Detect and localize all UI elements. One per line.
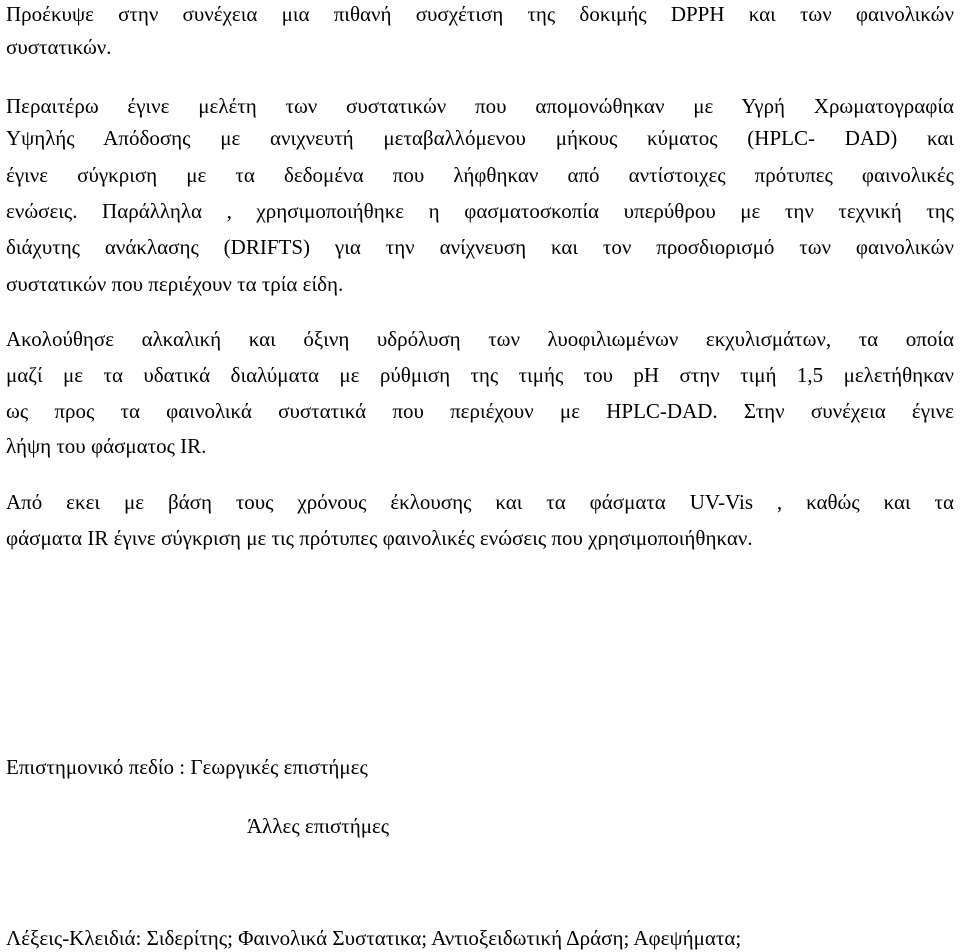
paragraph3-line4: λήψη του φάσματος IR. xyxy=(6,434,207,458)
paragraph2-line3: έγινε σύγκριση με τα δεδομένα που λήφθηκαν από αντίστοιχες πρότυπες φαινολικές xyxy=(6,163,954,187)
paragraph2-line6: συστατικών που περιέχουν τα τρία είδη. xyxy=(6,272,344,296)
field-value-primary: Γεωργικές επιστήμες xyxy=(190,755,368,779)
paragraph2-line1: Περαιτέρω έγινε μελέτη των συστατικών που απομονώθηκαν με Υγρή Χρωματογραφία xyxy=(6,94,954,118)
paragraph3-line2: μαζί με τα υδατικά διαλύματα με ρύθμιση της τιμής του pH στην τιμή 1,5 μελετήθηκαν xyxy=(6,363,954,387)
paragraph2-line4: ενώσεις. Παράλληλα , χρησιμοποιήθηκε η φασματοσκοπία υπερύθρου με την τεχνική της xyxy=(6,199,954,223)
field-row xyxy=(6,755,368,779)
paragraph1-line1: Προέκυψε στην συνέχεια μια πιθανή συσχέτιση της δοκιμής DPPH και των φαινολικών xyxy=(6,2,954,26)
field-label: Επιστημονικό πεδίο : xyxy=(6,755,191,779)
paragraph4-line2: φάσματα IR έγινε σύγκριση με τις πρότυπες φαινολικές ενώσεις που χρησιμοποιήθηκαν. xyxy=(6,526,753,550)
paragraph3-line3: ως προς τα φαινολικά συστατικά που περιέχουν με HPLC-DAD. Στην συνέχεια έγινε xyxy=(6,399,954,423)
field-value-secondary: Άλλες επιστήμες xyxy=(247,814,390,838)
paragraph2-line2: Υψηλής Απόδοσης με ανιχνευτή μεταβαλλόμενου μήκους κύματος (HPLC- DAD) και xyxy=(6,126,954,150)
keywords-line: Λέξεις-Κλειδιά: Σιδερίτης; Φαινολικά Συστατικα; Αντιοξειδωτική Δράση; Αφεψήματα; xyxy=(6,926,742,950)
paragraph4-line1: Από εκει με βάση τους χρόνους έκλουσης και τα φάσματα UV-Vis , καθώς και τα xyxy=(6,490,954,514)
paragraph1-line2: συστατικών. xyxy=(6,35,112,59)
paragraph3-line1: Ακολούθησε αλκαλική και όξινη υδρόλυση των λυοφιλιωμένων εκχυλισμάτων, τα οποία xyxy=(6,327,954,351)
paragraph2-line5: διάχυτης ανάκλασης (DRIFTS) για την ανίχνευση και τον προσδιορισμό των φαινολικών xyxy=(6,235,954,259)
